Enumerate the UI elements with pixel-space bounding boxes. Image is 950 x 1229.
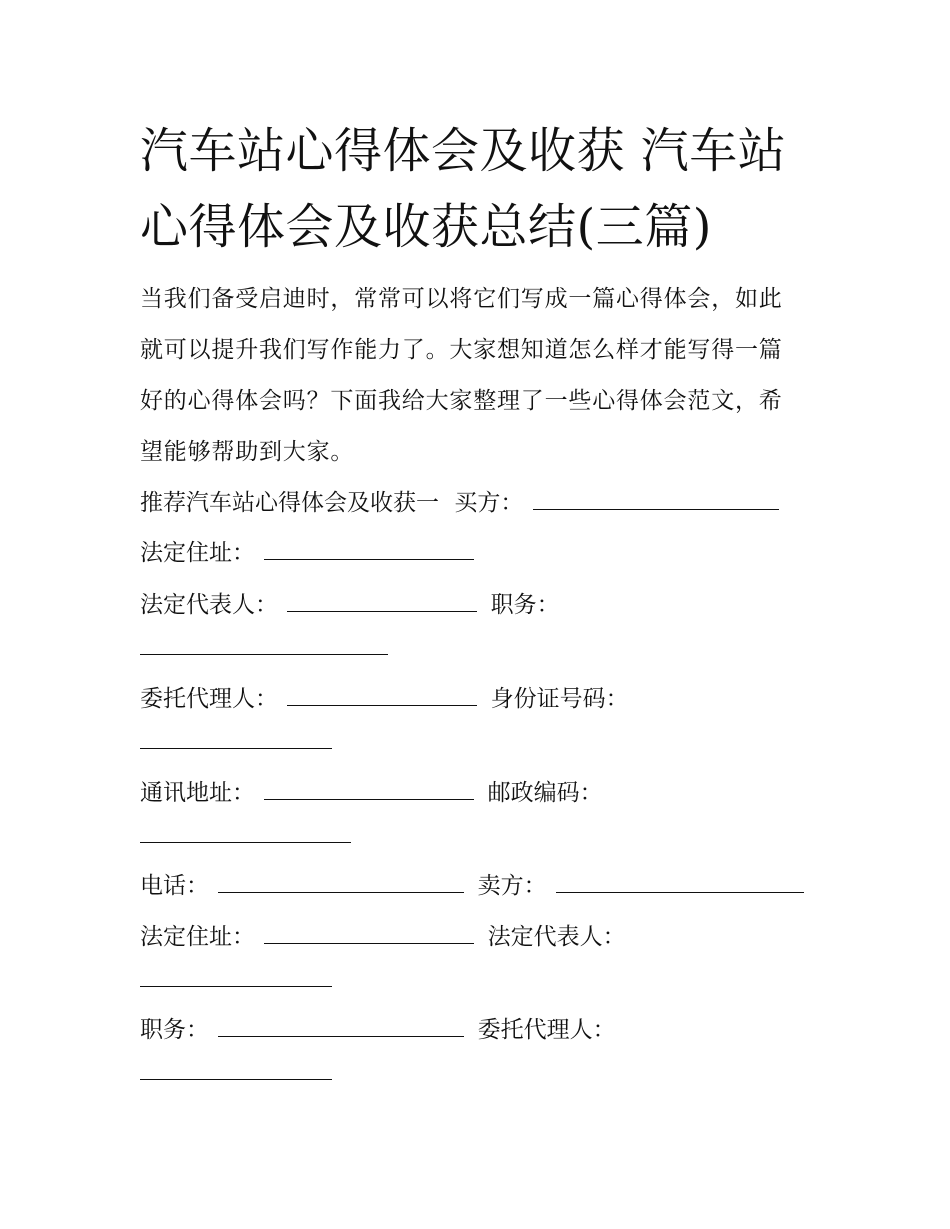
- intro-line-1: 当我们备受启迪时，常常可以将它们写成一篇心得体会，如此: [140, 286, 783, 312]
- title-line-1: 汽车站心得体会及收获 汽车站: [140, 123, 787, 179]
- intro-line-3: 好的心得体会吗？下面我给大家整理了一些心得体会范文，希: [140, 388, 783, 414]
- form-line-buyer-address: [140, 533, 480, 573]
- form-line-seller-agent-blank: [140, 1053, 338, 1093]
- intro-line-2: 就可以提升我们写作能力了。大家想知道怎么样才能写得一篇: [140, 337, 783, 363]
- seller-legal-rep-label: 法定代表人：: [487, 924, 626, 950]
- form-line-postcode-blank: [140, 816, 357, 856]
- buyer-id-number-blank[interactable]: [140, 726, 332, 749]
- postcode-blank[interactable]: [140, 820, 351, 843]
- form-line-seller-legal-rep-blank: [140, 960, 338, 1000]
- form-line-buyer-id-blank: [140, 722, 338, 762]
- seller-address-label: 法定住址：: [140, 924, 255, 950]
- seller-blank[interactable]: [556, 870, 804, 893]
- form-line-buyer-position-blank: [140, 628, 394, 668]
- form-line-buyer-legal-rep: [140, 585, 560, 625]
- buyer-legal-rep-blank[interactable]: [287, 589, 477, 612]
- buyer-id-number-label: 身份证号码：: [490, 686, 629, 712]
- form-line-mail-address: [140, 773, 603, 813]
- seller-address-blank[interactable]: [264, 921, 474, 944]
- seller-agent-blank[interactable]: [140, 1057, 332, 1080]
- seller-label: 卖方：: [477, 873, 547, 899]
- buyer-agent-label: 委托代理人：: [140, 686, 278, 712]
- mail-address-blank[interactable]: [264, 777, 474, 800]
- buyer-blank[interactable]: [533, 487, 779, 510]
- buyer-agent-blank[interactable]: [287, 683, 477, 706]
- postcode-label: 邮政编码：: [487, 780, 603, 806]
- form-line-phone-seller: [140, 866, 810, 906]
- recommend-label: 推荐汽车站心得体会及收获一: [140, 490, 439, 516]
- title-line-2: 心得体会及收获总结(三篇): [140, 199, 712, 255]
- seller-position-blank[interactable]: [218, 1014, 464, 1037]
- buyer-legal-rep-label: 法定代表人：: [140, 592, 278, 618]
- seller-legal-rep-blank[interactable]: [140, 964, 332, 987]
- seller-agent-label: 委托代理人：: [477, 1017, 616, 1043]
- buyer-label: 买方：: [454, 490, 524, 516]
- form-line-seller-position: [140, 1010, 616, 1050]
- form-line-buyer-agent: [140, 679, 629, 719]
- phone-blank[interactable]: [218, 870, 464, 893]
- intro-paragraph: [140, 274, 815, 478]
- seller-position-label: 职务：: [140, 1017, 209, 1043]
- mail-address-label: 通讯地址：: [140, 780, 255, 806]
- document-title: [140, 113, 820, 265]
- buyer-position-blank[interactable]: [140, 632, 388, 655]
- buyer-position-label: 职务：: [490, 592, 560, 618]
- buyer-address-label: 法定住址：: [140, 540, 255, 566]
- form-line-buyer: [140, 483, 785, 523]
- buyer-address-blank[interactable]: [264, 537, 474, 560]
- form-line-seller-address: [140, 917, 626, 957]
- intro-line-4: 望能够帮助到大家。: [140, 439, 355, 465]
- phone-label: 电话：: [140, 873, 209, 899]
